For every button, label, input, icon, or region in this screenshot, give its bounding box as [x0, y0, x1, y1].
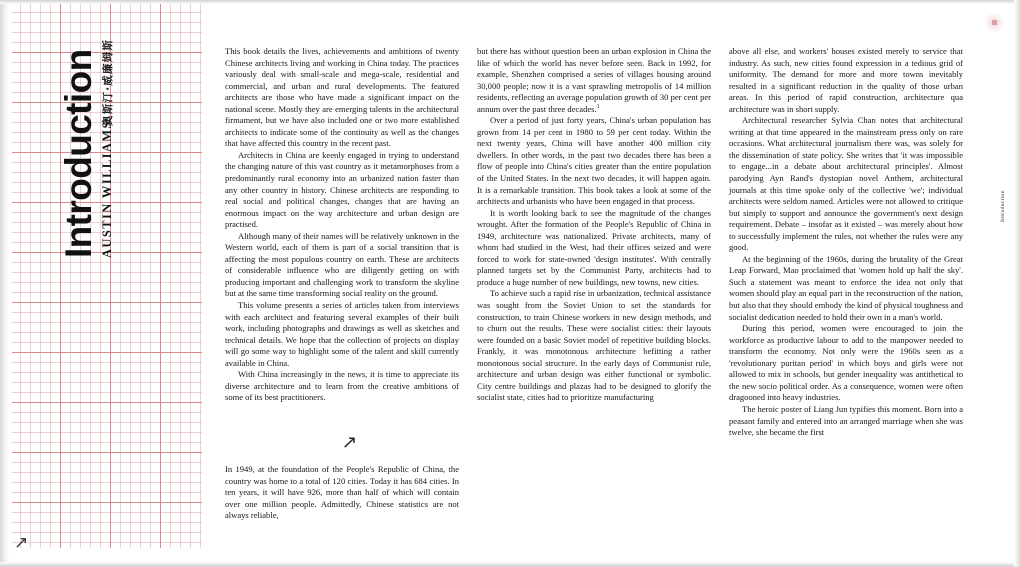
column-1-note — [225, 464, 459, 522]
paragraph: The heroic poster of Liang Jun typifies this moment. Born into a peasant family and entered into an arranged marriage when she was twelve, she became the first — [729, 403, 963, 438]
page-edge-shadow-top — [0, 0, 1020, 4]
paragraph: above all else, and workers' houses existed merely to service that industry. As such, new cities found expression in a tedious grid of uniformity. The demand for more and more towns inevitably resulted in a significant reduction in the quality of those urban areas. In this period of rapid construction, architecture qua architecture was in short supply. — [729, 46, 963, 114]
corner-mark — [992, 20, 997, 25]
paragraph: During this period, women were encouraged to join the workforce as productive labour to add to the manpower needed to transform the economy. Not only were the 1960s seen as a 'revolutionary puritan period' in which boys and girls were not allowed to mix in schools, but gender inequality was antithetical to the new socio political order. As a consequence, women were often dragooned into heavy industries. — [729, 323, 963, 403]
paragraph: Over a period of just forty years, China's urban population has grown from 14 per cent in 1980 to 59 per cent today. Within the next twenty years, China will have another 400 million city dwellers. In other words, in the past two decades there has been a flow of people into China's cities greater than the entire population of the United States. In the next two decades, it will happen again. It is a remarkable transition. This book takes a look at some of the architects and urbanists who have been engaged in that process. — [477, 115, 711, 207]
paragraph: At the beginning of the 1960s, during the brutality of the Great Leap Forward, Mao proclaimed that 'women hold up half the sky'. Such a statement was meant to enforce the idea not only that women should play an equal part in the reconstruction of the nation, but also that they should embody the kind of physical toughness and socialist dedication needed to hold their own in a man's world. — [729, 253, 963, 322]
chapter-author: AUSTIN WILLIAMS — [100, 120, 114, 258]
paragraph: Architects in China are keenly engaged in trying to understand the changing nature of this vast country as it metamorphoses from a predominantly rural economy into an urbanized nation faster than any other country in history. Chinese architects are responding to real social and political changes, changes that are having an enormous impact on the way architecture and urban design are practised. — [225, 149, 459, 230]
paragraph: This volume presents a series of articles taken from interviews with each architect and featuring several examples of their built work, including photographs and drawings as well as sketches and technical details. We hope that the collection of projects on display will go some way to highlight some of the talent and skill currently available in China. — [225, 300, 459, 368]
paragraph: Architectural researcher Sylvia Chan notes that architectural writing at that time appeared in the mainstream press only on rare occasions. What architectural journalism there was, was solely for the dissemination of state policy. She writes that 'it was impossible to engage...in a debate about architectural principles'. Almost parodying Ayn Rand's dystopian novel Anthem, architectural journals at this time spoke only of the collective 'we'; individual architects were seldom named. Articles were not allowed to critique but simply to support and announce the government's next design requirement. Debate – insofar as it existed – was merely about how to successfully implement the rules, not whether the rules were any good. — [729, 115, 963, 253]
text-columns — [225, 46, 997, 439]
arrow-up-right-icon: ↗ — [341, 432, 358, 453]
paragraph: It is worth looking back to see the magnitude of the changes wrought. After the formation of the People's Republic of China in 1949, architecture was nationalized. Private architects, many of whom had studied in the West, had their offices seized and were forced to work for state-owned 'design institutes'. With centrally planned targets set by the Communist Party, architects had to produce a huge number of new buildings, new towns, new cities. — [477, 207, 711, 287]
footnote-marker: 1 — [596, 103, 600, 110]
paragraph: With China increasingly in the news, it is time to appreciate its diverse architecture and to learn from the creative ambitions of some of its best practitioners. — [225, 369, 459, 403]
chapter-author-chinese: 奥斯汀·威廉姆斯 — [102, 38, 114, 126]
column-2 — [477, 46, 711, 439]
running-head: Introduction — [1000, 190, 1006, 222]
graph-paper-grid — [12, 0, 202, 548]
note-text: In 1949, at the foundation of the People's Republic of China, the country was home to a total of 120 cities. Today it has 684 cities. In ten years, it will have 926, more than half of which will contain over one million people. Admittedly, Chinese statistics are not always reliable, — [225, 464, 459, 521]
paragraph — [477, 288, 711, 403]
page-title: Introduction — [58, 49, 99, 258]
arrow-up-right-icon: ↗ — [14, 533, 29, 553]
paragraph: This book details the lives, achievements and ambitions of twenty Chinese architects living and working in China today. The practices variously deal with small-scale and mega-scale, residential and commercial, and urban and rural developments. The featured architects are those who have made a significant impact on the national scene. Mostly they are emerging talents in the architectural firmament, but we have also included one or two more established architects to indicate some of the continuity as well as the changes that have affected this country in the recent past. — [225, 46, 459, 149]
paragraph — [477, 46, 711, 115]
column-3 — [729, 46, 963, 439]
page-edge-shadow-right — [1014, 0, 1020, 567]
paragraph-text: but there has without question been an urban explosion in China the like of which the world has never before seen. Back in 1992, for example, Shenzhen comprised a series of villages housing around 30,000 people; now it is a vast sprawling metropolis of 14 million residents, reflecting an average population growth of 30 per cent per annum over the past three decades. — [477, 46, 711, 114]
paragraph: Although many of their names will be relatively unknown in the Western world, each of them is part of a social transition that is affecting the most populous country on earth. These are architects of considerable influence who are diligently getting on with producing important and challenging work to transform the skyline but at the same time transforming social reality on the ground. — [225, 230, 459, 299]
column-1 — [225, 46, 459, 439]
page-edge-shadow-bottom — [0, 562, 1020, 567]
paragraph-text: To achieve such a rapid rise in urbanization, technical assistance was sought from the Soviet Union to set the standards for construction, to train Chinese workers in new design methods, and to churn out the results. These were socialist cities: their layouts were founded on a basic Soviet model of repetitive building blocks. Frankly, it was monotonous architecture befitting a rather monotonous social structure. In the early days of Communist rule, architecture and urban design was either functional or symbolic. City centre buildings and plazas had to be designed to glorify the socialist state, cities had to prioritize manufacturing — [477, 288, 711, 403]
page-edge-shadow-left — [0, 0, 9, 567]
